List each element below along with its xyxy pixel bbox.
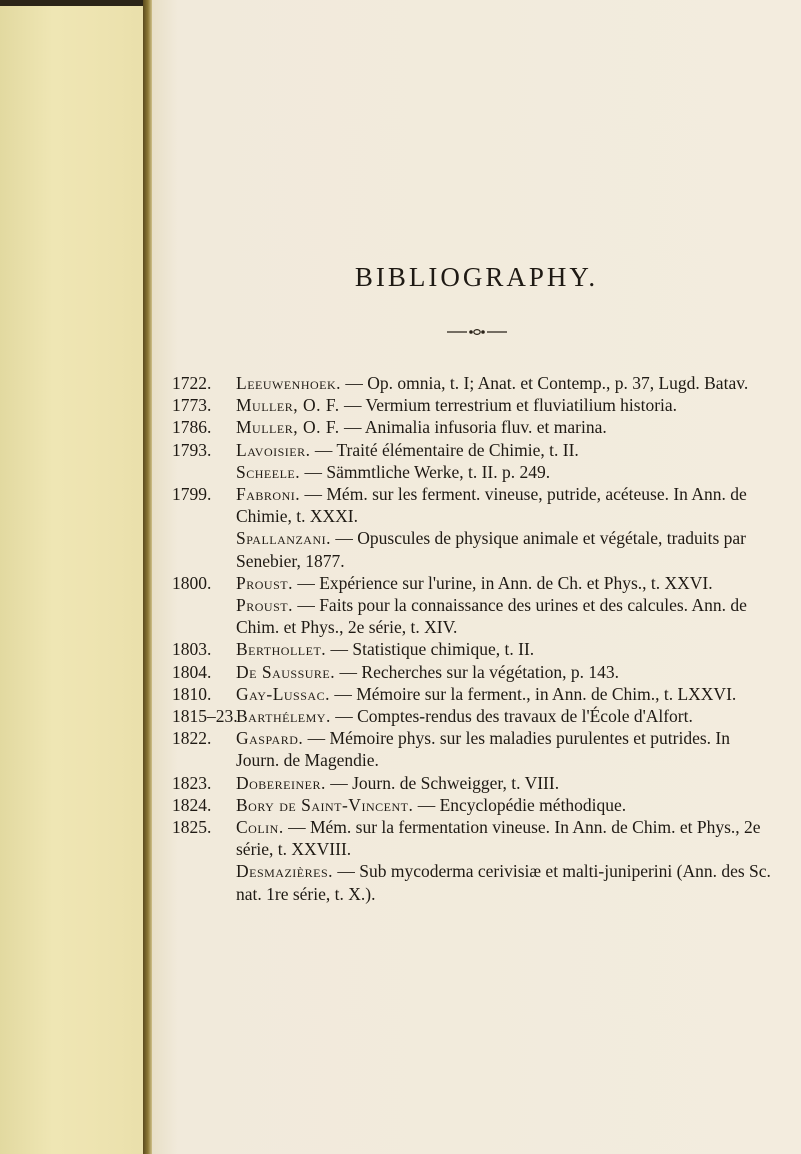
entry-text: — Mém. sur les ferment. vineuse, putride, acéteuse. In Ann. de Chimie, t. XXXI. xyxy=(236,484,747,527)
entry-year: 1773. xyxy=(172,395,212,416)
ornamental-rule-icon xyxy=(447,327,507,337)
entry-year: 1810. xyxy=(172,683,212,704)
bibliography-entry xyxy=(172,683,772,705)
bibliography-entry xyxy=(172,372,772,394)
bibliography-entry xyxy=(172,638,772,660)
entry-author: Fabroni. xyxy=(236,484,301,505)
entry-year: 1786. xyxy=(172,417,212,438)
entry-text: — Sämmtliche Werke, t. II. p. 249. xyxy=(300,461,551,482)
bibliography-entry xyxy=(172,572,772,594)
entry-year: 1799. xyxy=(172,484,212,505)
entry-text: — Comptes-rendus des travaux de l'École d'Alfort. xyxy=(330,706,693,727)
entry-year: 1822. xyxy=(172,728,212,749)
bibliography-entry xyxy=(172,439,772,461)
bibliography-entry xyxy=(172,461,772,483)
entry-text: — Faits pour la connaissance des urines et des calcules. Ann. de Chim. et Phys., 2e série, t. XIV. xyxy=(236,595,747,638)
entry-author: Berthollet. xyxy=(236,639,327,660)
bibliography-entry xyxy=(172,594,772,638)
page-gutter xyxy=(143,0,152,1154)
entry-text: — Opuscules de physique animale et végétale, traduits par Senebier, 1877. xyxy=(236,528,747,571)
entry-author: Muller, O. F. xyxy=(236,395,340,416)
entry-year: 1803. xyxy=(172,639,212,660)
entry-author: Barthélemy. xyxy=(236,706,331,727)
entry-text: — Journ. de Schweigger, t. VIII. xyxy=(325,772,560,793)
entry-author: Gaspard. xyxy=(236,728,304,749)
entry-text: — Animalia infusoria fluv. et marina. xyxy=(339,417,607,438)
entry-author: Lavoisier. xyxy=(236,439,311,460)
entry-author: Colin. xyxy=(236,817,284,838)
entry-text: — Mém. sur la fermentation vineuse. In Ann. de Chim. et Phys., 2e série, t. XXVIII. xyxy=(236,817,761,860)
entry-text: — Mémoire sur la ferment., in Ann. de Chim., t. LXXVI. xyxy=(329,683,737,704)
entry-author: Bory de Saint-Vincent. xyxy=(236,794,414,815)
entry-author: Spallanzani. xyxy=(236,528,331,549)
entry-author: Leeuwenhoek. xyxy=(236,373,342,393)
entry-year: 1824. xyxy=(172,794,212,815)
bibliography-entry xyxy=(172,394,772,416)
entry-author: Proust. xyxy=(236,572,293,593)
bibliography-entry xyxy=(172,483,772,527)
spine-shadow xyxy=(0,0,148,6)
bibliography-entry xyxy=(172,860,772,904)
entry-year: 1825. xyxy=(172,817,212,838)
entry-text: — Mémoire phys. sur les maladies purulentes et putrides. In Journ. de Magendie. xyxy=(236,728,730,771)
entry-author: Desmazières. xyxy=(236,861,334,882)
entry-text: — Recherches sur la végétation, p. 143. xyxy=(335,661,619,682)
entry-year: 1815–23. xyxy=(172,706,238,727)
entry-text: — Expérience sur l'urine, in Ann. de Ch. et Phys., t. XXVI. xyxy=(292,572,713,593)
entry-text: — Sub mycoderma cerivisiæ et malti-juniperini (Ann. des Sc. nat. 1re série, t. X.). xyxy=(236,861,771,904)
entry-author: Gay-Lussac. xyxy=(236,683,330,704)
entry-text: — Vermium terrestrium et fluviatilium historia. xyxy=(339,395,678,416)
bibliography-entry xyxy=(172,727,772,771)
bibliography-entry xyxy=(172,705,772,727)
book-spine xyxy=(0,0,150,1154)
entry-author: De Saussure. xyxy=(236,661,336,682)
entry-text: — Traité élémentaire de Chimie, t. II. xyxy=(310,439,579,460)
bibliography-entry xyxy=(172,527,772,571)
bibliography-entry xyxy=(172,816,772,860)
page-title: BIBLIOGRAPHY. xyxy=(354,262,599,292)
bibliography-list xyxy=(172,372,772,905)
bibliography-entry xyxy=(172,772,772,794)
bibliography-entry xyxy=(172,661,772,683)
bibliography-entry xyxy=(172,416,772,438)
entry-author: Dobereiner. xyxy=(236,772,326,793)
entry-year: 1793. xyxy=(172,439,212,460)
entry-year: 1823. xyxy=(172,772,212,793)
entry-year: 1800. xyxy=(172,572,212,593)
entry-text: — Encyclopédie méthodique. xyxy=(413,794,627,815)
entry-year: 1804. xyxy=(172,661,212,682)
entry-year: 1722. xyxy=(172,373,212,393)
entry-author: Proust. xyxy=(236,595,293,616)
entry-text: — Statistique chimique, t. II. xyxy=(326,639,535,660)
entry-author: Muller, O. F. xyxy=(236,417,340,438)
bibliography-entry xyxy=(172,794,772,816)
entry-author: Scheele. xyxy=(236,461,301,482)
entry-text: — Op. omnia, t. I; Anat. et Contemp., p. 37, Lugd. Batav. xyxy=(341,373,749,393)
